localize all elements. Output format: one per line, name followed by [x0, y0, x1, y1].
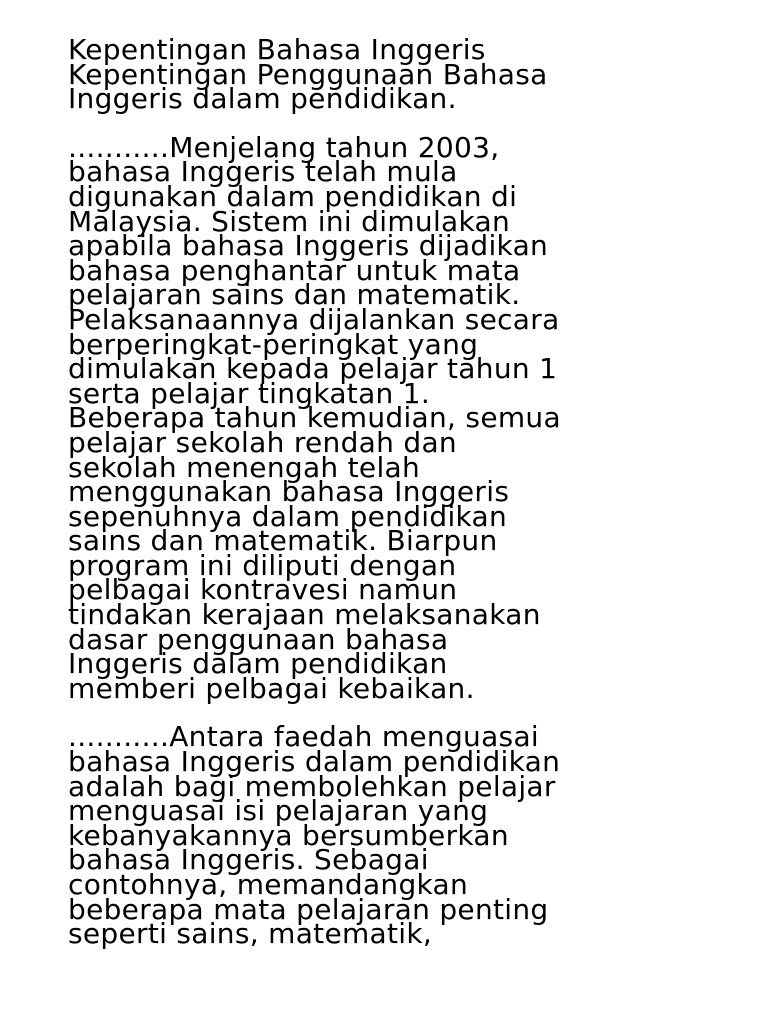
text-line: sekolah menengah telah [68, 450, 421, 484]
document-heading [68, 33, 748, 116]
text-line: sepenuhnya dalam pendidikan [68, 499, 508, 533]
text-line: pelbagai kontravesi namun [68, 573, 458, 607]
text-line: bahasa Inggeris telah mula [68, 155, 458, 189]
text-line: dimulakan kepada pelajar tahun 1 [68, 352, 558, 386]
text-line: kebanyakannya bersumberkan [68, 818, 509, 852]
text-line: Malaysia. Sistem ini dimulakan [68, 204, 511, 238]
text-line: berperingkat-peringkat yang [68, 327, 479, 361]
text-line: adalah bagi membolehkan pelajar [68, 769, 556, 803]
text-line: digunakan dalam pendidikan di [68, 179, 518, 213]
text-line: contohnya, memandangkan [68, 868, 469, 901]
text-line: bahasa Inggeris. Sebagai [68, 843, 429, 877]
text-line: dasar penggunaan bahasa [68, 622, 449, 656]
text-line: sains dan matematik. Biarpun [68, 524, 498, 558]
text-line: menggunakan bahasa Inggeris [68, 475, 510, 509]
text-line: memberi pelbagai kebaikan. [68, 671, 475, 705]
heading-line: Kepentingan Bahasa Inggeris [68, 33, 486, 66]
text-line: Beberapa tahun kemudian, semua [68, 401, 561, 435]
paragraph-2 [68, 720, 748, 951]
text-line: pelajar sekolah rendah dan [68, 425, 457, 459]
text-line: bahasa penghantar untuk mata [68, 253, 521, 287]
text-line: beberapa mata pelajaran penting [68, 892, 549, 926]
text-line: bahasa Inggeris dalam pendidikan [68, 745, 561, 779]
text-line: ...........Antara faedah menguasai [68, 720, 539, 754]
heading-line: Kepentingan Penggunaan Bahasa [68, 57, 548, 91]
heading-line: Inggeris dalam pendidikan. [68, 82, 457, 116]
text-line: program ini diliputi dengan [68, 548, 457, 582]
document-page [68, 33, 748, 951]
text-line: tindakan kerajaan melaksanakan [68, 598, 541, 632]
paragraph-1 [68, 130, 748, 705]
text-line: Pelaksanaannya dijalankan secara [68, 302, 560, 336]
text-line: ...........Menjelang tahun 2003, [68, 130, 500, 164]
text-line: menguasai isi pelajaran yang [68, 794, 489, 828]
text-line: pelajaran sains dan matematik. [68, 278, 521, 312]
text-line: Inggeris dalam pendidikan [68, 647, 448, 681]
text-line: serta pelajar tingkatan 1. [68, 376, 431, 410]
text-line: seperti sains, matematik, [68, 917, 433, 951]
text-line: apabila bahasa Inggeris dijadikan [68, 229, 549, 263]
